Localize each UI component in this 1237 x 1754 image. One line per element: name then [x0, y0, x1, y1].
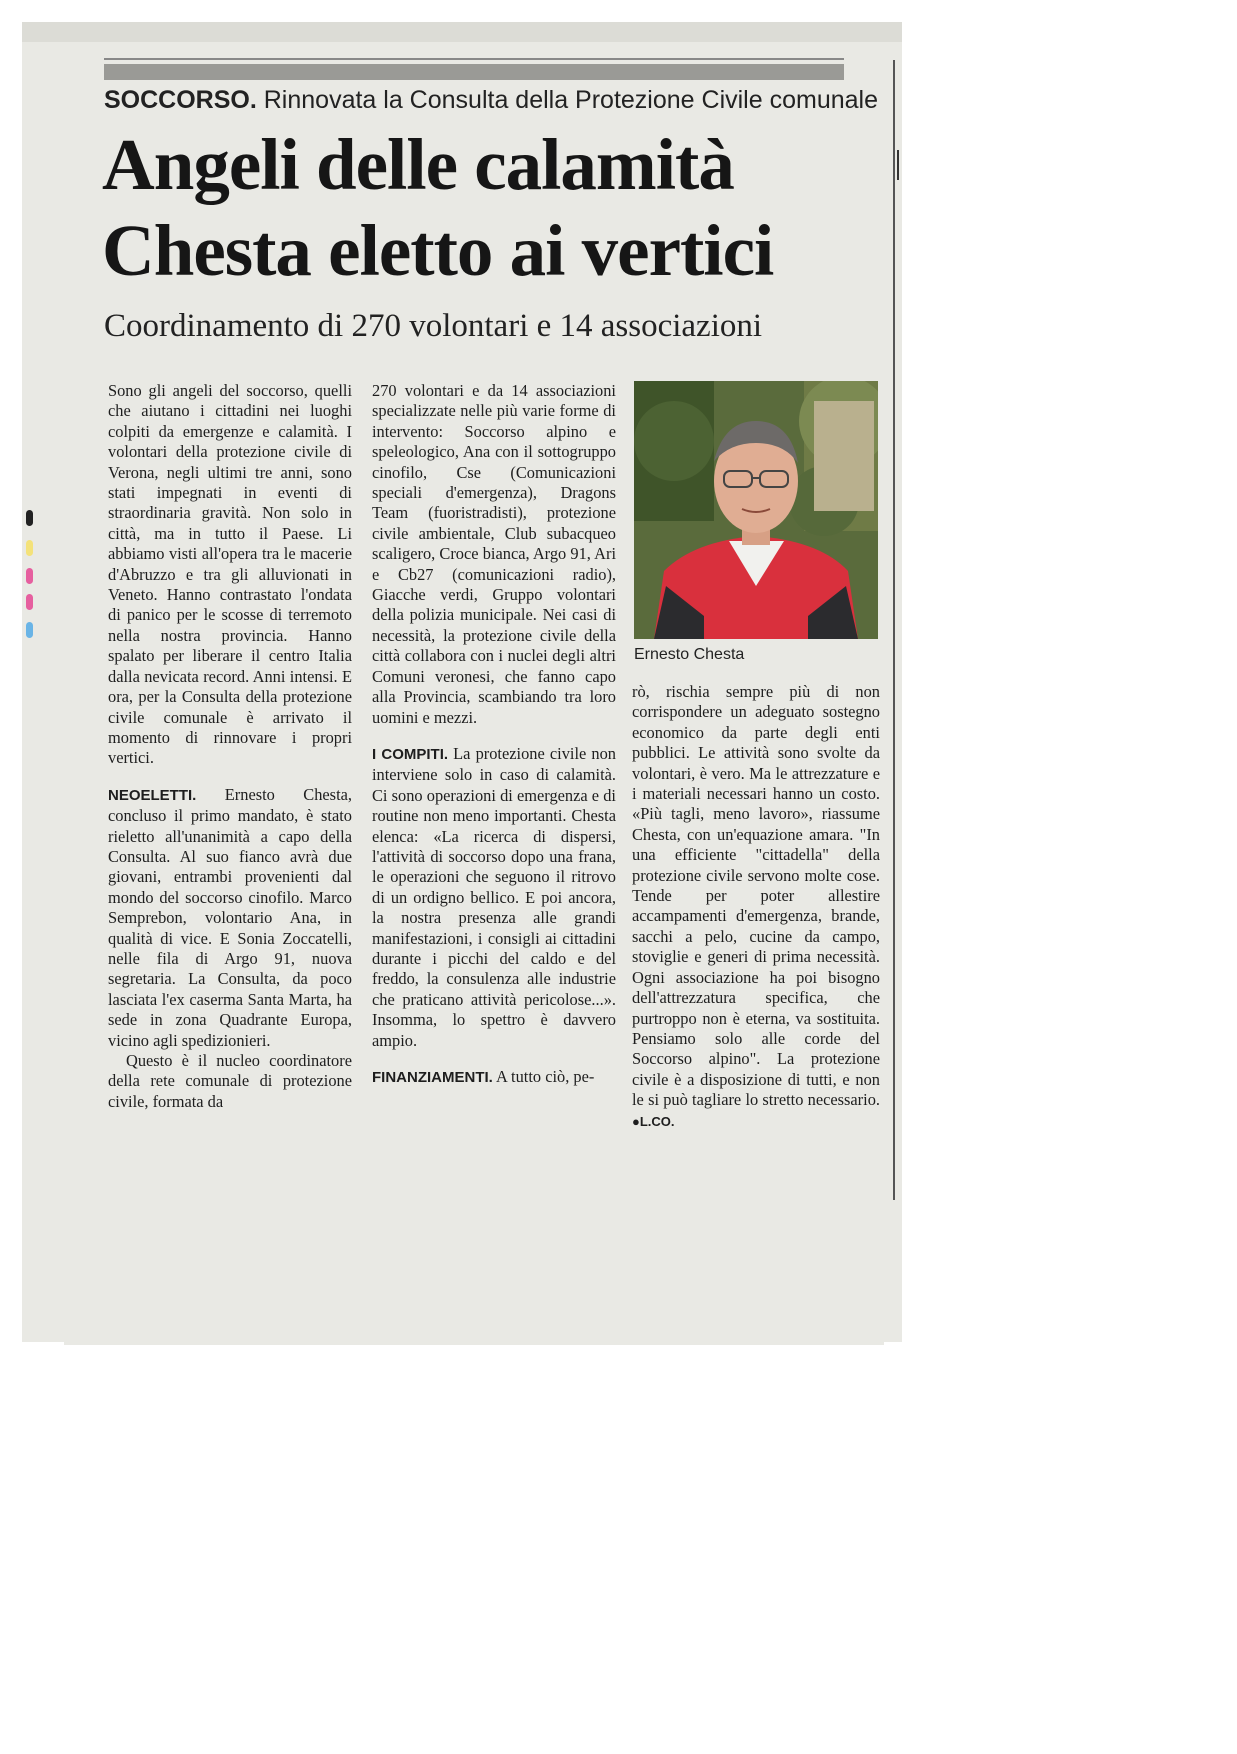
paragraph — [372, 744, 616, 1051]
portrait-photo — [634, 381, 878, 639]
column-rule — [893, 60, 895, 1200]
page-header-strip — [104, 64, 844, 80]
paragraph — [632, 682, 880, 1132]
headline-line-1: Angeli delle calamità — [102, 124, 734, 205]
paragraph: Questo è il nucleo coordinatore della rete comunale di protezione civile, formata da — [108, 1051, 352, 1111]
paragraph — [108, 785, 352, 1051]
photo-caption: Ernesto Chesta — [634, 646, 745, 663]
clipping-bottom-edge — [64, 1200, 884, 1345]
paragraph — [372, 1067, 616, 1088]
subheadline: Coordinamento di 270 volontari e 14 associazioni — [104, 308, 763, 344]
article-column-1 — [108, 381, 352, 1112]
top-rule — [104, 58, 844, 60]
paragraph-text: rò, rischia sempre più di non corrispondere un adeguato sostegno economico da parte degli enti pubblici. Le attività sono svolte da volontari, è vero. Ma le attrezzature e i materiali necessari hanno un costo. «Più tagli, meno lavoro», riassume Chesta, con un'equazione amara. "In una efficiente "cittadella" della protezione civile servono molte cose. Tende per poter allestire accampamenti d'emergenza, brande, sacchi a pelo, cucine da campo, stoviglie e generi di prima necessità. Ogni associazione ha poi bisogno dell'attrezzatura specifica, che purtroppo non è eterna, va sostituita. Pensiamo solo alle corde del Soccorso alpino". La protezione civile è a disposizione di tutti, e non le si può tagliare lo stretto necessario. — [632, 682, 880, 1110]
column-rule-tick — [897, 150, 899, 180]
paragraph: 270 volontari e da 14 associazioni specializzate nelle più varie forme di intervento: Soccorso alpino e speleologico, Ana con il sottogruppo cinofilo, Cse (Comunicazioni speciali d'emergenza), Dragons Team (fuoristradisti), protezione civile ambientale, Club subacqueo scaligero, Croce bianca, Argo 91, Ari e Cb27 (comunicazioni radio), Giacche verdi, Gruppo volontari della polizia municipale. Nei casi di necessità, la protezione civile della città collabora con i nuclei degli altri Comuni veronesi, che fanno capo alla Provincia, scambiando tra loro uomini e mezzi. — [372, 381, 616, 727]
headline — [102, 122, 773, 294]
kicker-lead: SOCCORSO. — [104, 86, 257, 114]
article-column-2 — [372, 381, 616, 1088]
scan-shadow — [22, 22, 902, 42]
section-label: NEOELETTI. — [108, 786, 197, 804]
headline-line-2: Chesta eletto ai vertici — [102, 210, 774, 291]
section-label: FINANZIAMENTI. — [372, 1069, 493, 1086]
section-label: I COMPITI. — [372, 745, 449, 763]
paragraph: Sono gli angeli del soccorso, quelli che aiutano i cittadini nei luoghi colpiti da emergenze e calamità. I volontari della protezione civile di Verona, negli ultimi tre anni, sono stati impegnati in eventi di straordinaria gravità. Non solo in città, ma in tutto il Paese. Li abbiamo visti all'opera tra le macerie d'Abruzzo e tra gli alluvionati in Veneto. Hanno contrastato l'ondata di panico per le scosse di terremoto nella nostra provincia. Hanno spalato per liberare il centro Italia dalla nevicata record. Anni intensi. E ora, per la Consulta della protezione civile comunale è arrivato il momento di rinnovare i propri vertici. — [108, 381, 352, 768]
kicker — [104, 86, 878, 115]
author-signature: ●L.CO. — [632, 1113, 675, 1129]
portrait-illustration — [634, 381, 878, 639]
paragraph-text: La protezione civile non interviene solo in caso di calamità. Ci sono operazioni di emergenza e di routine non meno importanti. Chesta elenca: «La ricerca di dispersi, l'attività di soccorso dopo una frana, le operazioni che seguono il ritrovo di un ordigno bellico. E poi ancora, la nostra presenza alle grandi manifestazioni, i consigli ai cittadini durante i picchi del caldo e del freddo, la consulenza alle industrie che praticano attività pericolose...». Insomma, lo spettro è davvero ampio. — [372, 743, 617, 1050]
paragraph-text: Ernesto Chesta, concluso il primo mandato, è stato rieletto all'unanimità a capo della Consulta. Al suo fianco avrà due giovani, entrambi provenienti dal mondo del soccorso cinofilo. Marco Semprebon, volontario Ana, in qualità di vice. E Sonia Zoccatelli, nelle fila di Argo 91, nuova segretaria. La Consulta, da poco lasciata l'ex caserma Santa Marta, ha sede in zona Quadrante Europa, vicino agli spedizionieri. — [108, 784, 352, 1050]
article-column-3 — [632, 682, 880, 1132]
kicker-text: Rinnovata la Consulta della Protezione Civile comunale — [263, 86, 878, 114]
paragraph-text: A tutto ciò, pe- — [496, 1067, 595, 1086]
